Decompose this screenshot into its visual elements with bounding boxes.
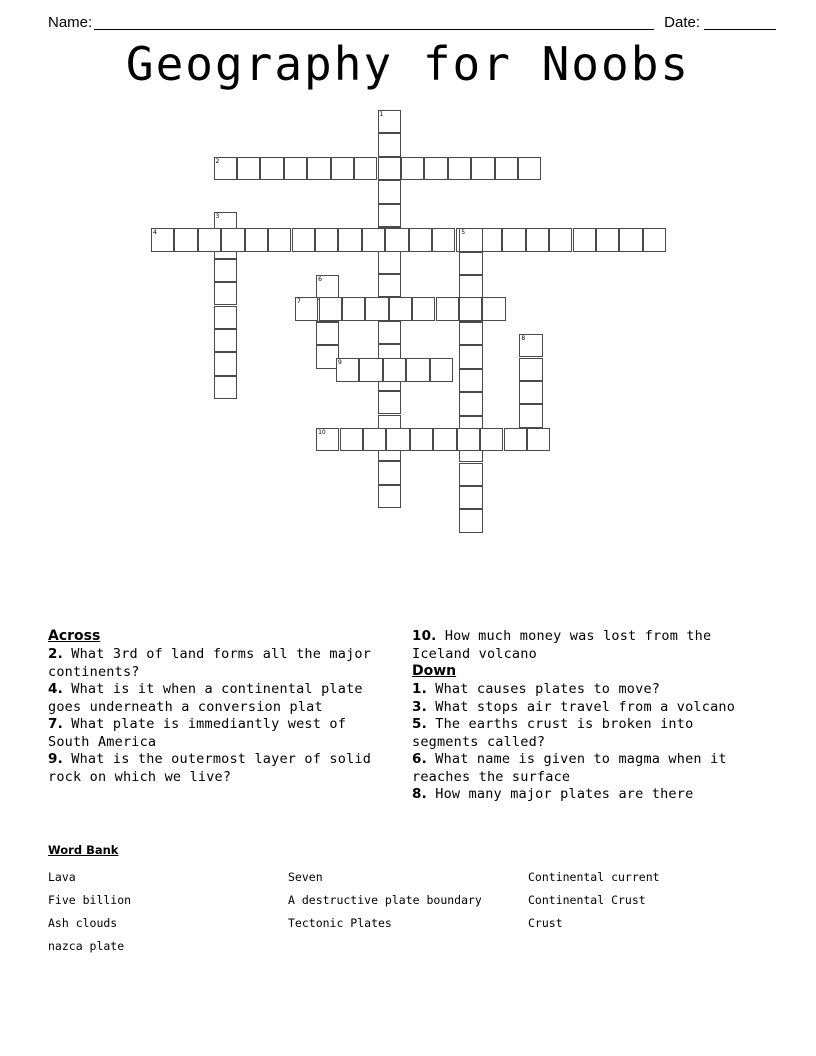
clue-number: 3. <box>412 698 427 715</box>
crossword-cell[interactable] <box>459 322 482 345</box>
crossword-cell-number: 1 <box>379 111 384 118</box>
crossword-cell[interactable] <box>432 228 455 251</box>
crossword-cell[interactable] <box>519 404 542 427</box>
crossword-cell[interactable] <box>378 204 401 227</box>
crossword-cell[interactable] <box>378 391 401 414</box>
crossword-cell[interactable] <box>459 369 482 392</box>
crossword-cell[interactable] <box>410 428 433 451</box>
crossword-cell[interactable] <box>214 329 237 352</box>
clue-text: What stops air travel from a volcano <box>426 698 736 715</box>
word-bank-item[interactable]: Continental current <box>528 870 660 884</box>
word-bank-item[interactable]: Tectonic Plates <box>288 916 392 930</box>
crossword-cell[interactable] <box>174 228 197 251</box>
crossword-cell[interactable] <box>378 110 401 133</box>
crossword-cell[interactable] <box>459 228 482 251</box>
crossword-cell[interactable] <box>316 275 339 298</box>
word-bank-list <box>48 866 768 986</box>
crossword-cell[interactable] <box>214 376 237 399</box>
crossword-cell[interactable] <box>237 157 260 180</box>
crossword-cell[interactable] <box>459 252 482 275</box>
crossword-cell-number: 6 <box>318 276 322 284</box>
across-heading: Across <box>48 628 101 644</box>
clue-number: 7. <box>48 716 63 732</box>
crossword-cell[interactable] <box>482 297 505 320</box>
crossword-cell[interactable] <box>383 358 406 381</box>
crossword-cell[interactable] <box>389 297 412 320</box>
crossword-cell[interactable] <box>385 228 408 251</box>
down-clue-list <box>412 681 757 804</box>
crossword-cell[interactable] <box>292 228 315 251</box>
crossword-cell[interactable] <box>519 358 542 381</box>
word-bank-column <box>48 866 278 958</box>
clue-number: 10. <box>412 628 437 644</box>
crossword-cell[interactable] <box>448 157 471 180</box>
crossword-cell[interactable] <box>459 463 482 486</box>
clue-item <box>412 716 757 751</box>
crossword-cell[interactable] <box>338 228 361 251</box>
crossword-cell[interactable] <box>260 157 283 180</box>
crossword-cell[interactable] <box>436 297 459 320</box>
clue-text: What 3rd of land forms all the major continents? <box>48 646 372 680</box>
clue-text: How much money was lost from the Iceland volcano <box>412 628 712 662</box>
word-bank-item[interactable]: Crust <box>528 916 563 930</box>
crossword-cell[interactable] <box>378 321 401 344</box>
crossword-cell[interactable] <box>401 157 424 180</box>
crossword-cell-number: 8 <box>521 335 526 343</box>
clue-item <box>48 751 393 786</box>
crossword-cell-number: 5 <box>461 229 466 237</box>
crossword-cell[interactable] <box>214 282 237 305</box>
crossword-cell[interactable] <box>378 485 401 508</box>
crossword-cell[interactable] <box>268 228 291 251</box>
crossword-cell[interactable] <box>151 228 174 251</box>
crossword-cell[interactable] <box>519 334 542 357</box>
word-bank-item[interactable]: Five billion <box>48 893 132 907</box>
name-label: Name: <box>48 14 93 31</box>
word-bank-item[interactable]: A destructive plate boundary <box>288 893 482 907</box>
across-clue-list <box>48 646 393 786</box>
crossword-cell[interactable] <box>359 358 382 381</box>
clue-text: What plate is immediantly west of South America <box>48 716 347 750</box>
crossword-cell[interactable] <box>527 428 550 451</box>
down-heading: Down <box>412 663 457 679</box>
clue-item <box>48 681 393 716</box>
crossword-cell[interactable] <box>409 228 432 251</box>
clue-item <box>48 646 393 681</box>
crossword-cell[interactable] <box>502 228 525 251</box>
crossword-cell[interactable] <box>643 228 666 251</box>
page-title: Geography for Noobs <box>125 37 691 91</box>
crossword-cell[interactable] <box>378 274 401 297</box>
clue-number: 4. <box>48 681 63 697</box>
crossword-cell[interactable] <box>378 133 401 156</box>
clue-number: 5. <box>412 716 427 732</box>
crossword-cell[interactable] <box>459 297 482 320</box>
crossword-cell[interactable] <box>214 259 237 282</box>
crossword-cell-number: 3 <box>215 212 220 220</box>
crossword-cell[interactable] <box>459 486 482 509</box>
clue-item <box>412 786 757 804</box>
crossword-cell[interactable] <box>386 428 409 451</box>
clue-item <box>412 628 757 663</box>
crossword-cell[interactable] <box>316 428 339 451</box>
clue-number: 1. <box>412 681 427 697</box>
crossword-cell[interactable] <box>307 157 330 180</box>
crossword-cell[interactable] <box>457 428 480 451</box>
crossword-cell[interactable] <box>245 228 268 251</box>
crossword-cell[interactable] <box>471 157 494 180</box>
crossword-cell[interactable] <box>459 275 482 298</box>
crossword-cell[interactable] <box>459 509 482 532</box>
crossword-cell-number: 4 <box>153 229 157 237</box>
crossword-cell[interactable] <box>315 228 338 251</box>
clue-item <box>48 716 393 751</box>
crossword-cell[interactable] <box>378 461 401 484</box>
clue-number: 9. <box>48 751 63 767</box>
crossword-cell-number: 10 <box>318 428 326 436</box>
crossword-cell[interactable] <box>619 228 642 251</box>
crossword-cell[interactable] <box>596 228 619 251</box>
clue-item <box>412 699 757 717</box>
crossword-cell[interactable] <box>459 345 482 368</box>
clue-text: What causes plates to move? <box>426 681 661 697</box>
crossword-cell[interactable] <box>424 157 447 180</box>
word-bank-column <box>528 866 768 935</box>
crossword-cell[interactable] <box>331 157 354 180</box>
crossword-cell[interactable] <box>284 157 307 180</box>
clue-item <box>412 751 757 786</box>
crossword-cell[interactable] <box>526 228 549 251</box>
word-bank-section <box>48 843 768 986</box>
crossword-cell[interactable] <box>295 297 318 320</box>
word-bank-item[interactable]: Seven <box>288 870 323 884</box>
crossword-cell-number: 9 <box>338 359 342 367</box>
crossword-cell[interactable] <box>365 297 388 320</box>
crossword-cell[interactable] <box>504 428 527 451</box>
crossword-cell[interactable] <box>340 428 363 451</box>
crossword-cell[interactable] <box>319 297 342 320</box>
crossword-cell[interactable] <box>518 157 541 180</box>
clue-text: What is the outermost layer of solid rock on which we live? <box>48 751 372 785</box>
crossword-cell-number: 7 <box>297 298 301 306</box>
word-bank-item[interactable]: Continental Crust <box>528 893 646 907</box>
clue-text: How many major plates are there <box>426 786 694 802</box>
crossword-cell[interactable] <box>459 392 482 415</box>
crossword-cell[interactable] <box>406 358 429 381</box>
crossword-cell[interactable] <box>221 228 244 251</box>
crossword-cell[interactable] <box>363 428 386 451</box>
clues-column-right <box>412 628 757 804</box>
crossword-cell[interactable] <box>378 180 401 203</box>
crossword-cell[interactable] <box>362 228 385 251</box>
crossword-cell[interactable] <box>378 157 401 180</box>
crossword-cell[interactable] <box>412 297 435 320</box>
crossword-cell[interactable] <box>342 297 365 320</box>
crossword-cell[interactable] <box>549 228 572 251</box>
clue-item <box>412 681 757 699</box>
clue-text: The earths crust is broken into segments called? <box>412 716 694 750</box>
crossword-cell[interactable] <box>354 157 377 180</box>
clue-number: 8. <box>412 786 427 802</box>
crossword-cell[interactable] <box>430 358 453 381</box>
crossword-cell[interactable] <box>316 322 339 345</box>
word-bank-item[interactable]: nazca plate <box>48 939 125 953</box>
crossword-cell[interactable] <box>519 381 542 404</box>
crossword-cell[interactable] <box>214 157 237 180</box>
clue-number: 6. <box>412 751 427 767</box>
crossword-cell[interactable] <box>480 428 503 451</box>
word-bank-item[interactable]: Ash clouds <box>48 916 118 930</box>
crossword-cell[interactable] <box>573 228 596 251</box>
crossword-cell-number: 2 <box>215 157 220 165</box>
word-bank-item[interactable]: Lava <box>48 870 76 884</box>
crossword-cell[interactable] <box>433 428 456 451</box>
crossword-cell[interactable] <box>336 358 359 381</box>
crossword-cell[interactable] <box>378 251 401 274</box>
crossword-cell[interactable] <box>198 228 221 251</box>
clues-column-left <box>48 628 393 786</box>
word-bank-column <box>288 866 518 935</box>
word-bank-heading: Word Bank <box>48 843 119 857</box>
crossword-cell[interactable] <box>495 157 518 180</box>
date-label: Date: <box>664 14 700 31</box>
across-clue-list-continued <box>412 628 757 663</box>
clue-text: What name is given to magma when it reaches the surface <box>412 751 727 785</box>
clue-text: What is it when a continental plate goes underneath a conversion plat <box>48 681 363 715</box>
crossword-cell[interactable] <box>214 306 237 329</box>
crossword-cell[interactable] <box>214 352 237 375</box>
clue-number: 2. <box>48 646 63 662</box>
